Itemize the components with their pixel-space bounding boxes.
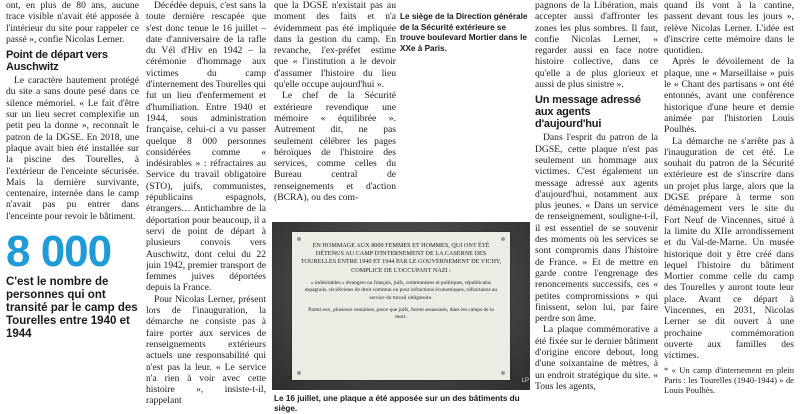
column-5-paragraph-2: La plaque commémorative a été fixée sur le dernier bâtiment d'origine encore debout, long d'une soixantaine de mètres, à un endroit stratégique du site. « Tous les agents, [535, 324, 658, 392]
article-column-5 [535, 0, 658, 413]
screw-icon [501, 237, 505, 241]
screw-icon [501, 371, 505, 375]
column-2-paragraph-1: Décédée depuis, c'est sans la toute dernière rescapée que s'est donc tenue le 16 juillet – date d'anniversaire de la rafle du Vél d'Hiv en 1942 – la cérémonie d'hommage aux victimes du camp d'internement des Tourelles qui fut un lieu d'enfermement et d'humiliation. Entre 1940 et 1944, sous administration française, celui-ci a vu passer quelque 8 000 personnes considérées comme « indésirables » : réfractaires au Service du travail obligatoire (STO), juifs, communistes, républicains espagnols, étrangers… Antichambre de la déportation pour beaucoup, il a servi de point de départ à plusieurs convois vers Auschwitz, dont celui du 22 juin 1942, premier transport de femmes juives déportées depuis la France. [146, 0, 266, 294]
column-5-paragraph-1: Dans l'esprit du patron de la DGSE, cette plaque n'est pas seulement un hommage aux victimes. C'est également un message adressé aux agents d'aujourd'hui, notamment aux plus jeunes. « Dans un service de renseignement, souligne-t-il, il est essentiel de se souvenir des moments où les services se sont compromis dans l'histoire de France. » Et de mettre en garde contre l'engrenage des renoncements successifs, ces « petites compromissions » qui finissent, selon lui, par faire perdre son âme. [535, 132, 658, 325]
column-6-paragraph-3: La démarche ne s'arrête pas à l'inauguration de cet été. Le souhait du patron de la Sécurité extérieure est de s'inscrire dans un projet plus large, alors que la DGSE prépare à terme son déménagement vers le site du Fort Neuf de Vincennes, situé à la limite du XIIe arrondissement et du Val-de-Marne. Un musée historique doit y être créé dans lequel l'histoire du bâtiment Mortier comme celle du camp des Tourelles y auront toute leur place. Avant ce départ à Vincennes, en 2031, Nicolas Lerner se dit ouvert à une prochaine commémoration ouverte aux familles des victimes. [664, 135, 794, 362]
article-column-3 [274, 0, 396, 210]
column-3-paragraph-1: que la DGSE n'existait pas au moment des faits et n'a évidemment pas été impliquée dans la gestion du camp. En revanche, l'ex-préfet estime que « l'institution a le devoir d'assumer l'histoire du lieu qu'elle occupe aujourd'hui ». [274, 0, 396, 91]
column-1-paragraph: Le caractère hautement protégé du site a sans doute pesé dans ce silence mémoriel. « Le fait d'être sur un lieu secret complexifie un petit peu la donne », reconnaît le patron de la DGSE. En 2018, une plaque avait bien été installée sur la piscine des Tourelles, à l'extérieur de l'enceinte sécurisée. Mais la dernière survivante, centenaire, internée dans le camp n'avait pas pu entrer dans l'enceinte pour revoir le bâtiment. [6, 75, 139, 222]
subheading-message: Un message adressé aux agents d'aujourd'hui [535, 94, 641, 131]
article-column-2 [146, 0, 266, 413]
column-6-paragraph-2: Après le dévoilement de la plaque, une « Marseillaise » puis le « Chant des partisans » ont été entonnés, avant une conférence historique d'une heure et demie animée par l'historien Louis Poulhès. [664, 56, 794, 136]
column-1-intro: ont, en plus de 80 ans, aucune trace visible n'avait été apposée à l'intérieur du site pour rappeler ce passé », confie Nicolas Lerner. [6, 0, 139, 45]
plaque-main-text: EN HOMMAGE AUX 8000 FEMMES ET HOMMES, QUI ONT ÉTÉ DÉTENUS AU CAMP D'INTERNEMENT DE LA CASERNE DES TOURELLES ENTRE 1940 ET 1944 PAR LE GOUVERNEMENT DE VICHY, COMPLICE DE L'OCCUPANT NAZI : [300, 242, 502, 274]
highlight-number: 8 000 [6, 227, 112, 277]
column-5-intro: pagnons de la Libération, mais accepter aussi d'affronter les zones les plus sombres. Il faut, confie Nicolas Lerner, « regarder aussi en face notre histoire collective, dans ce qu'elle a de plus glorieux et aussi de plus sinistre ». [535, 0, 658, 91]
plaque-list-text: « indésirables » étrangers ou français, juifs, communistes et politiques, républicains espagnols, récidivistes de droit commun ou pour infractions économiques, réfractaires au service du travail obligatoire. [304, 279, 498, 301]
memorial-plaque [292, 232, 510, 380]
plaque-closing-text: Parmi eux, plusieurs centaines, parce que juifs, furent assassinés, dans les camps de la mort. [308, 307, 494, 321]
plaque-photo-caption: Le 16 juillet, une plaque a été apposée sur un des bâtiments du siège. [274, 394, 520, 413]
article-column-1 [6, 0, 139, 413]
footnote: * « Un camp d'internement en plein Paris : les Tourelles (1940-1944) » de Louis Poulhès. [664, 364, 794, 395]
subheading-auschwitz: Point de départ vers Auschwitz [6, 49, 108, 74]
photo-caption: Le siège de la Direction générale de la Sécurité extérieure se trouve boulevard Mortier dans le XXe à Paris. [400, 12, 528, 53]
column-3-paragraph-2: Le chef de la Sécurité extérieure revendique une mémoire « équilibrée ». Autrement dit, ne pas seulement célébrer les pages héroïques de l'histoire des services, comme celles du Bureau central de renseignements et d'action (BCRA), ou des com- [274, 90, 396, 204]
highlight-caption: C'est le nombre de personnes qui ont transité par le camp des Tourelles entre 1940 et 1944 [6, 276, 138, 341]
plaque-photo [272, 222, 530, 390]
photo-credit: LP [521, 378, 529, 384]
screw-icon [297, 237, 301, 241]
screw-icon [297, 371, 301, 375]
column-6-paragraph-1: quand ils vont à la cantine, passent devant tous les jours », relève Nicolas Lerner. L'idée est d'inscrire cette mémoire dans le quotidien. [664, 0, 794, 57]
column-2-paragraph-2: Pour Nicolas Lerner, présent lors de l'inauguration, la démarche ne consiste pas à faire porter aux services de renseignements extérieurs actuels une responsabilité qui n'est pas la leur. « Le service n'a rien à voir avec cette histoire », insiste-t-il, rappelant [146, 293, 266, 407]
article-column-6 [664, 0, 794, 413]
